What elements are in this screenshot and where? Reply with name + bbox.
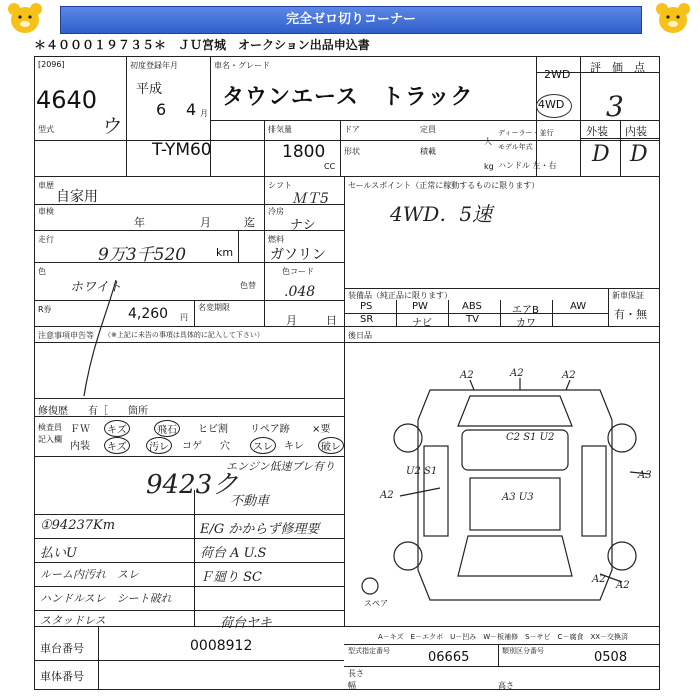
damage-label: A2 (592, 574, 606, 585)
dim-height: 高さ (498, 681, 514, 690)
inspection-year: 年 (134, 216, 145, 229)
drive-circle-mark (536, 94, 572, 118)
condition-item: 破レ (318, 437, 344, 454)
back-seat-label: 後日品 (348, 331, 372, 340)
damage-label: C2 S1 U2 (506, 432, 555, 443)
lot-number: 4640 (36, 86, 98, 114)
condition-line-fw (70, 420, 344, 434)
chassis-value: 0008912 (190, 638, 253, 654)
hand-left-3: ルーム内汚れ スレ (40, 568, 139, 581)
condition-item: キズ (104, 437, 130, 454)
notice-arrow-mark (76, 276, 126, 406)
repair-history-label: 修復歴 (38, 406, 68, 417)
fuel-label: 燃料 (268, 235, 284, 244)
selling-points-label: セールスポイント（正常に稼動するものに限ります） (348, 181, 540, 190)
door-label: ドア (344, 125, 360, 134)
corner-banner: 完全ゼロ切りコーナー (60, 6, 642, 34)
condition-item: コゲ (182, 441, 202, 452)
new-car-warranty-value: 有・無 (614, 308, 647, 321)
dealer-label: ディーラー・並行 (498, 129, 554, 137)
registration-era: 平成 (136, 82, 163, 97)
form-header-line: ＊４０００１９７３５＊ ＪＵ宮城 オークション出品申込書 (34, 38, 370, 52)
condition-item: 汚レ (146, 437, 172, 454)
condition-item: スレ (250, 437, 276, 454)
equip-ps: PS (360, 301, 373, 312)
color-change-label: 色替 (240, 281, 256, 290)
hand-left-2: 払いU (40, 546, 77, 561)
class-num-label: 類別区分番号 (502, 647, 544, 655)
shape-label: 形状 (344, 147, 360, 156)
equip-sr: SR (360, 314, 374, 325)
condition-area: ＦＷ (70, 424, 90, 435)
model-label: 型式 (38, 125, 54, 134)
type-spec-value: 06665 (428, 650, 470, 665)
inspector-label-1: 検査員 (38, 423, 62, 432)
lot-code: [2096] (38, 60, 65, 69)
mileage-label: 走行 (38, 235, 54, 244)
model-year-label: モデル年式 (498, 143, 533, 151)
hand-right-1: 不動車 (230, 494, 270, 509)
spare-label: スペア (364, 599, 388, 608)
equip-tv: TV (466, 314, 479, 325)
car-name: タウンエース トラック (222, 85, 474, 110)
chassis-label: 車台番号 (40, 642, 84, 655)
docs-day: 日 (326, 314, 337, 327)
lot-hand-mark: ウ (100, 114, 120, 138)
new-car-warranty-label: 新車保証 (612, 291, 644, 300)
recycle-value: 4,260 (128, 306, 169, 322)
hand-number: 9423ク (146, 470, 239, 500)
dim-width: 幅 (348, 681, 356, 690)
usage-value: 自家用 (56, 189, 98, 205)
ac-label: 冷房 (268, 207, 284, 216)
damage-label: A2 (460, 370, 474, 381)
shift-label: シフト (268, 181, 292, 190)
displacement-unit: CC (324, 162, 336, 171)
vehicle-damage-diagram (350, 360, 656, 620)
displacement-label: 排気量 (268, 125, 292, 134)
color-value: ホワイト (70, 280, 122, 295)
hand-right-4: Ｆ廻り SC (200, 570, 262, 585)
condition-item: ×要 (312, 424, 331, 435)
recycle-label: R券 (38, 305, 52, 314)
recycle-unit: 円 (180, 313, 188, 322)
class-num-value: 0508 (594, 650, 628, 665)
hand-right-5: 荷台ヤキ (220, 616, 273, 631)
registration-month-unit: 月 (200, 109, 208, 118)
drive-2wd: 2WD (544, 68, 571, 81)
car-name-label: 車名・グレード (214, 61, 270, 70)
damage-label: U2 S1 (406, 466, 438, 477)
condition-item: 穴 (220, 441, 230, 452)
mileage-value: 9万3千520 (98, 245, 187, 265)
docs-month: 月 (286, 314, 297, 327)
ac-value: ナシ (290, 218, 316, 233)
condition-area: 内装 (70, 441, 90, 452)
notice-label: 注意事項申告等 (38, 331, 94, 340)
color-code-label: 色コード (282, 267, 314, 276)
equip-leather: カワ (516, 318, 536, 329)
hand-left-4: ハンドルスレ シート破れ (40, 592, 172, 605)
hand-left-5: スタッドレス (40, 614, 106, 627)
capacity-label: 定員 (420, 125, 436, 134)
type-spec-label: 型式指定番号 (348, 647, 390, 655)
equip-navi: ナビ (412, 318, 432, 329)
inspection-until: 迄 (244, 216, 255, 229)
condition-item: キレ (284, 441, 304, 452)
condition-item: 飛石 (154, 420, 180, 437)
registration-year: 6 (156, 100, 167, 119)
interior-grade: D (630, 142, 648, 167)
damage-label: A2 (380, 490, 394, 501)
color-label: 色 (38, 267, 46, 276)
registration-label: 初度登録年月 (130, 61, 178, 70)
bear-logo-right-icon (654, 2, 692, 36)
selling-points-value: 4WD．5速 (390, 202, 493, 226)
equip-airbag: エアB (512, 305, 539, 316)
load-label: 積載 (420, 147, 436, 156)
damage-legend: A－キズ E－エクボ U－凹み W－板補修 S－サビ C－腐食 XX－交換済 (378, 633, 629, 641)
damage-label: A2 (510, 368, 524, 379)
damage-label: A2 (562, 370, 576, 381)
damage-label: A3 U3 (502, 492, 534, 503)
inspector-label-2: 記入欄 (38, 435, 62, 444)
fuel-value: ガソリン (270, 247, 326, 263)
condition-item: リペア跡 (250, 424, 290, 435)
rating-value: 3 (606, 90, 624, 123)
equip-abs: ABS (462, 301, 482, 312)
plate-label: 車体番号 (40, 670, 84, 683)
condition-item: キズ (104, 420, 130, 437)
equip-aw: AW (570, 301, 587, 312)
shift-value: ＭＴ5 (292, 191, 329, 207)
bear-logo-left-icon (6, 2, 44, 36)
docs-deadline-label: 名変期限 (198, 303, 230, 312)
registration-month: 4 (186, 100, 197, 119)
color-code: .048 (284, 284, 316, 300)
hand-right-3: 荷台 A U.S (200, 546, 267, 561)
displacement-value: 1800 (282, 142, 326, 162)
usage-label: 車歴 (38, 181, 54, 190)
hand-left-1: ①94237Km (40, 518, 116, 533)
rating-label: 評 価 点 (590, 61, 645, 74)
equipment-table (344, 300, 608, 329)
damage-label: A3 (638, 470, 652, 481)
hand-right-2: E/G かからず修理要 (200, 522, 320, 537)
equipment-label: 装備品（純正品に限ります） (348, 291, 452, 300)
dim-length: 長さ (348, 669, 364, 678)
condition-line-interior (70, 437, 344, 451)
exterior-grade: D (592, 142, 610, 167)
hand-top-note: エンジン低速ブレ有り (226, 460, 336, 473)
condition-item: ヒビ割 (198, 424, 228, 435)
notice-sub: （※上記に未告の事項は具体的に記入して下さい） (104, 331, 264, 339)
person-unit: 人 (484, 137, 492, 146)
repair-history-value: 有［ 箇所 (88, 406, 148, 417)
exterior-label: 外装 (586, 125, 608, 138)
damage-label: A2 (616, 580, 630, 591)
interior-label: 内装 (625, 125, 647, 138)
drive-4wd: 4WD (538, 98, 565, 111)
handle-side: ハンドル 左・右 (498, 161, 557, 170)
model-value: T-YM60 (152, 140, 212, 160)
kg-unit: kg (484, 162, 494, 171)
inspection-month: 月 (200, 216, 211, 229)
equip-pw: PW (412, 301, 428, 312)
mileage-unit: km (216, 246, 234, 259)
inspection-label: 車検 (38, 207, 54, 216)
